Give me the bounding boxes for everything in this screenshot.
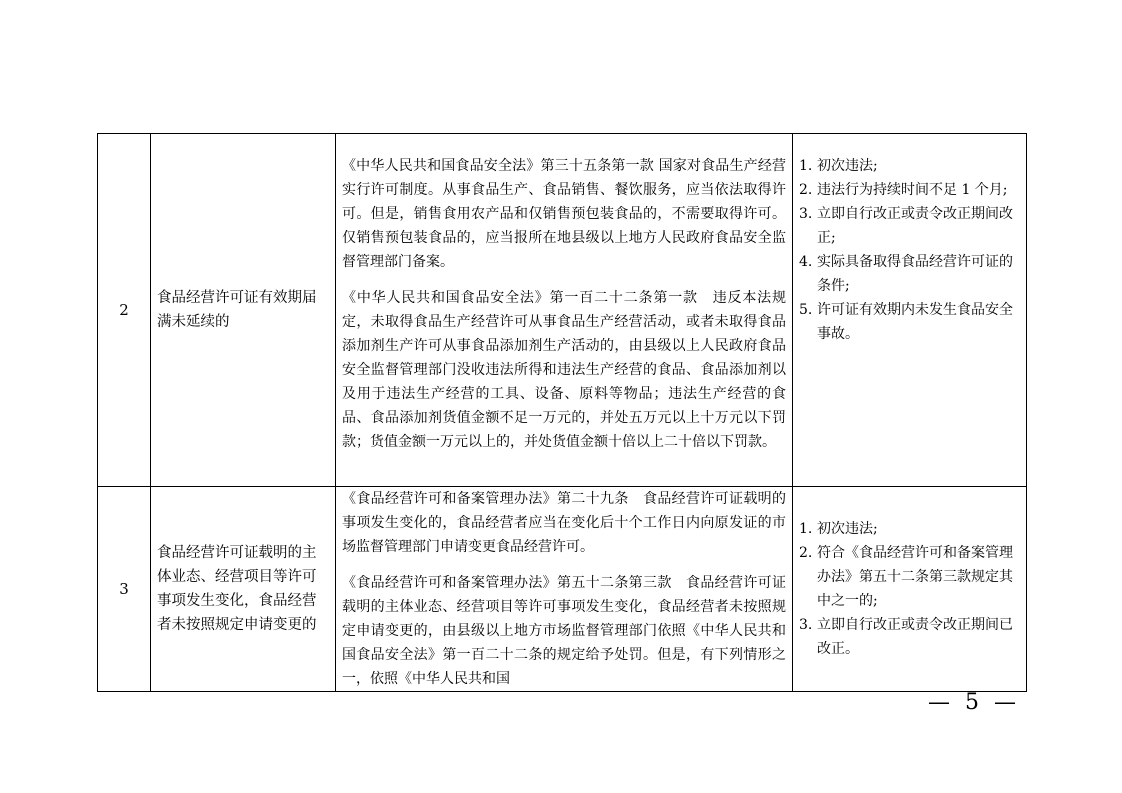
- table-row: [98, 487, 1027, 692]
- item-text: 实际具备取得食品经营许可证的条件;: [817, 254, 1013, 294]
- violation-item: 食品经营许可证载明的主体业态、经营项目等许可事项发生变化，食品经营者未按照规定申请变更的: [151, 487, 336, 692]
- violation-item: 食品经营许可证有效期届满未延续的: [151, 134, 336, 487]
- item-text: 初次违法;: [817, 158, 878, 174]
- item-text: 初次违法;: [817, 521, 878, 537]
- table-row: [98, 134, 1027, 487]
- item-number: 5.: [799, 302, 813, 318]
- list-item: [799, 541, 1020, 613]
- legal-basis: [336, 487, 793, 692]
- legal-paragraph: 《中华人民共和国食品安全法》第一百二十二条第一款 违反本法规定，未取得食品生产经营许可从事食品生产经营活动，或者未取得食品添加剂生产许可从事食品添加剂生产活动的，由县级以上人民政府食品安全监督管理部门没收违法所得和违法生产经营的食品、食品添加剂以及用于违法生产经营的工具、设备、原料等物品；违法生产经营的食品、食品添加剂货值金额不足一万元的，并处五万元以上十万元以下罚款；货值金额一万元以上的，并处货值金额十倍以上二十倍以下罚款。: [342, 290, 786, 450]
- page-number: — 5 —: [928, 690, 1020, 715]
- legal-basis: [336, 134, 793, 487]
- item-text: 许可证有效期内未发生食品安全事故。: [817, 302, 1013, 342]
- conditions: [793, 134, 1027, 487]
- item-text: 符合《食品经营许可和备案管理办法》第五十二条第三款规定其中之一的;: [817, 545, 1013, 609]
- item-number: 4.: [799, 254, 813, 270]
- item-number: 2.: [799, 545, 813, 561]
- row-number: 2: [98, 134, 151, 487]
- list-item: [799, 202, 1020, 250]
- legal-paragraph: 《食品经营许可和备案管理办法》第二十九条 食品经营许可证载明的事项发生变化的，食品经营者应当在变化后十个工作日内向原发证的市场监督管理部门申请变更食品经营许可。: [342, 491, 786, 555]
- item-text: 立即自行改正或责令改正期间改正;: [817, 206, 1013, 246]
- row-number: 3: [98, 487, 151, 692]
- legal-paragraph: 《食品经营许可和备案管理办法》第五十二条第三款 食品经营许可证载明的主体业态、经营项目等许可事项发生变化，食品经营者未按照规定申请变更的，由县级以上地方市场监督管理部门依照《中华人民共和国食品安全法》第一百二十二条的规定给予处罚。但是，有下列情形之一，依照《中华人民共和国: [342, 575, 786, 687]
- legal-paragraph: 《中华人民共和国食品安全法》第三十五条第一款 国家对食品生产经营实行许可制度。从事食品生产、食品销售、餐饮服务，应当依法取得许可。但是，销售食用农产品和仅销售预包装食品的，不需要取得许可。仅销售预包装食品的，应当报所在地县级以上地方人民政府食品安全监督管理部门备案。: [342, 158, 786, 270]
- item-number: 1.: [799, 521, 813, 537]
- item-number: 2.: [799, 182, 813, 198]
- conditions-list: [799, 154, 1020, 346]
- item-number: 1.: [799, 158, 813, 174]
- item-text: 立即自行改正或责令改正期间已改正。: [817, 617, 1013, 657]
- item-number: 3.: [799, 206, 813, 222]
- regulation-table: [97, 133, 1027, 692]
- list-item: [799, 154, 1020, 178]
- conditions: [793, 487, 1027, 692]
- conditions-list: [799, 517, 1020, 661]
- item-text: 违法行为持续时间不足 1 个月;: [817, 182, 1008, 198]
- list-item: [799, 613, 1020, 661]
- item-number: 3.: [799, 617, 813, 633]
- list-item: [799, 250, 1020, 298]
- list-item: [799, 517, 1020, 541]
- list-item: [799, 298, 1020, 346]
- list-item: [799, 178, 1020, 202]
